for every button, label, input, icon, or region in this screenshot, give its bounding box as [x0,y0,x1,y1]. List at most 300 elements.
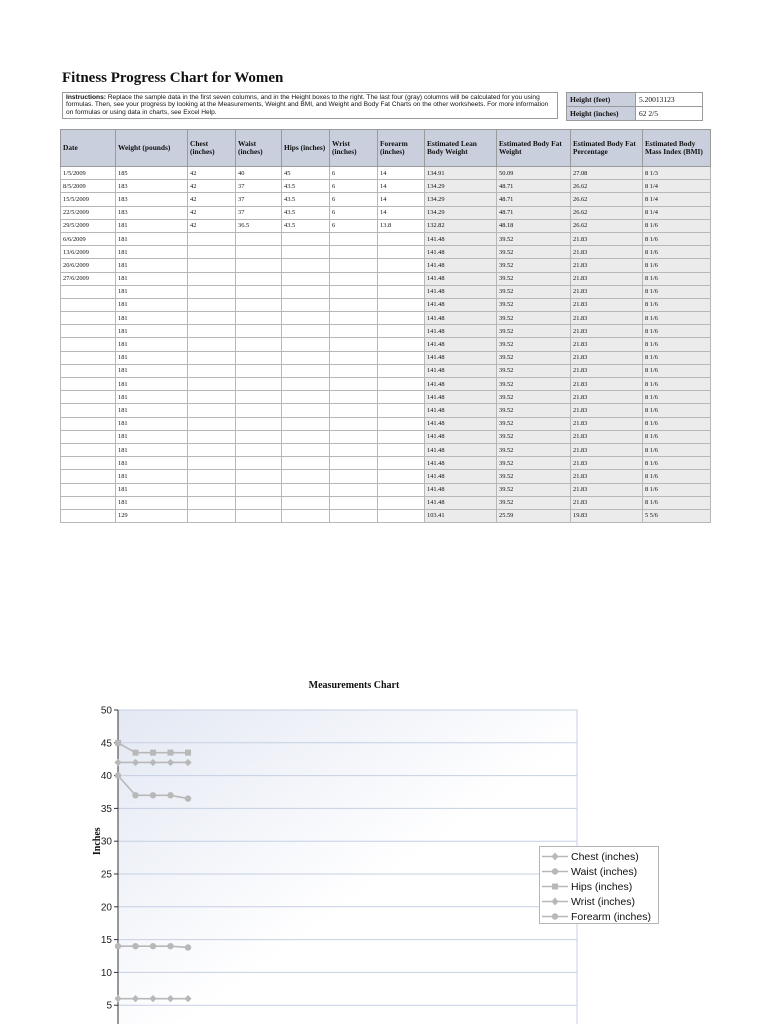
table-cell[interactable] [378,430,425,443]
column-header: Chest (inches) [188,130,236,167]
table-cell[interactable] [282,246,330,259]
table-cell[interactable]: 14 [378,167,425,180]
y-tick-label: 20 [100,902,112,914]
table-cell[interactable] [188,298,236,311]
table-cell[interactable] [188,246,236,259]
table-cell: 141.48 [425,246,497,259]
table-cell[interactable] [236,285,282,298]
table-cell[interactable]: 14 [378,180,425,193]
table-cell[interactable]: 15/5/2009 [61,193,116,206]
table-cell[interactable]: 181 [116,364,188,377]
table-cell: 103.41 [425,509,497,522]
table-cell: 21.83 [571,325,643,338]
table-cell[interactable] [378,457,425,470]
table-cell: 8 1/6 [643,298,711,311]
table-cell[interactable]: 29/5/2009 [61,219,116,232]
table-cell: 21.83 [571,259,643,272]
table-cell[interactable] [188,285,236,298]
table-cell: 134.29 [425,193,497,206]
table-cell: 21.83 [571,457,643,470]
table-cell[interactable]: 40 [236,167,282,180]
table-cell[interactable]: 6 [330,193,378,206]
table-cell[interactable] [378,496,425,509]
table-cell[interactable] [236,246,282,259]
table-cell[interactable]: 181 [116,259,188,272]
table-cell[interactable] [378,351,425,364]
table-cell[interactable] [61,417,116,430]
table-cell[interactable] [236,509,282,522]
table-cell: 134.29 [425,180,497,193]
table-cell: 39.52 [497,259,571,272]
table-row [61,470,711,483]
table-row [61,417,711,430]
table-cell[interactable] [61,483,116,496]
table-cell[interactable] [282,364,330,377]
table-cell[interactable] [61,509,116,522]
table-cell: 39.52 [497,457,571,470]
table-cell: 141.48 [425,298,497,311]
table-cell[interactable] [188,259,236,272]
table-cell[interactable]: 43.5 [282,193,330,206]
table-cell[interactable] [330,364,378,377]
table-cell: 8 1/6 [643,285,711,298]
table-cell[interactable]: 27/6/2009 [61,272,116,285]
table-cell[interactable] [378,483,425,496]
table-cell: 21.83 [571,443,643,456]
table-cell[interactable] [188,496,236,509]
table-cell: 8 1/6 [643,457,711,470]
table-cell: 8 1/6 [643,378,711,391]
table-cell[interactable]: 1/5/2009 [61,167,116,180]
table-cell[interactable] [236,417,282,430]
table-cell[interactable]: 36.5 [236,219,282,232]
table-cell: 141.48 [425,312,497,325]
table-cell[interactable] [188,417,236,430]
table-cell[interactable] [282,417,330,430]
table-cell[interactable] [61,430,116,443]
table-cell: 39.52 [497,391,571,404]
table-cell[interactable] [282,312,330,325]
table-cell[interactable] [378,259,425,272]
table-cell: 21.83 [571,312,643,325]
table-cell: 141.48 [425,404,497,417]
table-cell[interactable] [330,285,378,298]
table-cell[interactable] [282,298,330,311]
table-cell[interactable] [282,351,330,364]
table-cell[interactable] [330,338,378,351]
table-cell: 39.52 [497,272,571,285]
table-cell[interactable] [61,443,116,456]
table-cell[interactable]: 181 [116,312,188,325]
table-cell: 39.52 [497,351,571,364]
table-cell: 141.48 [425,417,497,430]
table-cell: 8 1/6 [643,312,711,325]
table-cell[interactable]: 8/5/2009 [61,180,116,193]
table-cell[interactable] [378,338,425,351]
table-row [61,378,711,391]
table-cell: 141.48 [425,325,497,338]
table-cell[interactable] [188,391,236,404]
table-cell[interactable] [282,443,330,456]
table-cell[interactable] [330,246,378,259]
table-cell: 25.59 [497,509,571,522]
table-cell: 39.52 [497,430,571,443]
table-cell[interactable]: 181 [116,325,188,338]
table-cell[interactable] [236,325,282,338]
column-header: Estimated Body Mass Index (BMI) [643,130,711,167]
table-cell: 8 1/6 [643,338,711,351]
table-cell[interactable]: 43.5 [282,206,330,219]
table-cell[interactable] [188,325,236,338]
table-cell[interactable] [378,391,425,404]
column-header: Waist (inches) [236,130,282,167]
table-cell[interactable] [61,496,116,509]
table-cell[interactable] [61,470,116,483]
table-cell[interactable] [330,272,378,285]
table-cell[interactable] [378,272,425,285]
table-cell[interactable]: 181 [116,470,188,483]
legend-label: Waist (inches) [571,865,638,878]
table-cell[interactable]: 42 [188,193,236,206]
table-cell[interactable]: 185 [116,167,188,180]
table-cell[interactable] [330,298,378,311]
table-cell: 8 1/6 [643,483,711,496]
table-cell: 21.83 [571,417,643,430]
table-cell[interactable] [378,325,425,338]
table-cell[interactable]: 183 [116,206,188,219]
table-cell[interactable] [236,351,282,364]
table-cell[interactable] [282,457,330,470]
table-cell[interactable]: 181 [116,298,188,311]
table-cell[interactable] [188,272,236,285]
table-cell[interactable] [282,232,330,245]
table-cell: 48.18 [497,219,571,232]
table-cell[interactable]: 6 [330,180,378,193]
table-cell[interactable] [330,483,378,496]
table-cell[interactable] [236,496,282,509]
table-cell[interactable] [61,391,116,404]
table-cell[interactable]: 6 [330,219,378,232]
table-cell[interactable]: 20/6/2009 [61,259,116,272]
table-cell[interactable] [378,312,425,325]
data-point [115,740,121,746]
table-cell[interactable] [378,285,425,298]
legend-label: Forearm (inches) [571,910,651,923]
table-cell[interactable] [330,312,378,325]
legend-item [540,894,658,909]
table-cell[interactable] [61,378,116,391]
table-cell[interactable]: 6 [330,206,378,219]
table-cell[interactable]: 181 [116,246,188,259]
y-axis-label: Inches [92,827,103,856]
table-cell[interactable]: 129 [116,509,188,522]
data-point [115,943,121,949]
table-cell[interactable] [330,378,378,391]
table-row [61,272,711,285]
table-cell: 39.52 [497,364,571,377]
table-cell: 21.83 [571,285,643,298]
table-cell[interactable] [188,378,236,391]
table-cell[interactable] [188,470,236,483]
table-cell: 141.48 [425,232,497,245]
table-cell[interactable] [330,232,378,245]
table-cell[interactable] [282,430,330,443]
table-cell[interactable] [330,259,378,272]
table-cell[interactable]: 6 [330,167,378,180]
measurements-table [60,129,711,523]
table-cell[interactable]: 14 [378,206,425,219]
table-cell[interactable] [236,232,282,245]
table-cell: 141.48 [425,443,497,456]
table-cell[interactable] [61,404,116,417]
table-cell[interactable]: 22/5/2009 [61,206,116,219]
table-cell[interactable] [236,312,282,325]
table-cell[interactable] [378,509,425,522]
table-cell[interactable]: 181 [116,430,188,443]
table-cell[interactable] [61,325,116,338]
table-cell[interactable] [188,430,236,443]
table-cell[interactable] [378,232,425,245]
height-inches-value[interactable]: 62 2/5 [636,107,703,121]
table-cell[interactable]: 42 [188,180,236,193]
data-point [133,750,139,756]
table-cell: 8 1/6 [643,232,711,245]
table-cell[interactable]: 183 [116,180,188,193]
table-cell[interactable]: 181 [116,404,188,417]
table-cell: 39.52 [497,232,571,245]
table-cell: 26.62 [571,219,643,232]
table-cell[interactable]: 181 [116,338,188,351]
table-cell[interactable] [282,338,330,351]
column-header: Forearm (inches) [378,130,425,167]
table-cell[interactable] [378,364,425,377]
table-cell: 21.83 [571,232,643,245]
table-cell[interactable] [330,430,378,443]
y-tick-label: 15 [100,935,112,947]
table-cell[interactable]: 37 [236,193,282,206]
data-point [132,943,138,949]
table-cell[interactable] [188,443,236,456]
table-cell[interactable]: 6/6/2009 [61,232,116,245]
height-inches-label: Height (inches) [567,107,636,121]
table-row [61,285,711,298]
table-cell: 21.83 [571,378,643,391]
y-tick-label: 30 [100,836,112,848]
table-cell: 8 1/6 [643,351,711,364]
table-cell[interactable] [61,457,116,470]
table-cell[interactable]: 42 [188,167,236,180]
table-cell[interactable] [61,285,116,298]
table-cell[interactable] [330,509,378,522]
table-cell[interactable] [378,443,425,456]
table-cell: 48.71 [497,180,571,193]
table-cell: 39.52 [497,378,571,391]
table-cell[interactable] [188,509,236,522]
table-cell[interactable]: 181 [116,232,188,245]
table-cell[interactable] [282,470,330,483]
table-cell[interactable]: 181 [116,351,188,364]
height-feet-value[interactable]: 5.20013123 [636,93,703,107]
table-cell: 39.52 [497,338,571,351]
table-cell[interactable] [236,298,282,311]
table-cell[interactable] [282,259,330,272]
table-cell[interactable] [330,351,378,364]
table-cell[interactable] [378,404,425,417]
table-cell[interactable] [282,404,330,417]
table-cell: 134.91 [425,167,497,180]
table-cell: 48.71 [497,193,571,206]
table-cell: 26.62 [571,206,643,219]
table-cell: 141.48 [425,483,497,496]
table-cell[interactable] [236,378,282,391]
table-cell[interactable] [236,470,282,483]
table-cell[interactable] [236,259,282,272]
data-point [150,750,156,756]
table-cell[interactable] [378,246,425,259]
table-cell: 21.83 [571,483,643,496]
table-cell[interactable]: 43.5 [282,180,330,193]
data-point [150,792,156,798]
table-cell: 141.48 [425,259,497,272]
table-cell[interactable]: 43.5 [282,219,330,232]
table-cell[interactable] [330,457,378,470]
table-cell: 27.08 [571,167,643,180]
table-cell[interactable]: 14 [378,193,425,206]
table-cell[interactable] [236,364,282,377]
table-cell[interactable] [236,483,282,496]
table-cell: 39.52 [497,417,571,430]
table-cell[interactable] [61,312,116,325]
table-cell[interactable] [282,483,330,496]
table-cell[interactable]: 37 [236,206,282,219]
legend-item [540,864,658,879]
table-cell[interactable] [188,232,236,245]
table-cell[interactable] [188,364,236,377]
column-header: Estimated Body Fat Weight [497,130,571,167]
table-cell: 8 1/6 [643,404,711,417]
table-cell[interactable] [330,404,378,417]
table-cell[interactable] [330,443,378,456]
table-cell[interactable] [330,470,378,483]
table-cell[interactable] [282,272,330,285]
table-cell[interactable]: 181 [116,391,188,404]
table-cell[interactable]: 45 [282,167,330,180]
data-point [185,795,191,801]
table-row [61,351,711,364]
table-cell: 8 1/6 [643,325,711,338]
y-tick-label: 50 [100,705,112,717]
table-cell[interactable]: 183 [116,193,188,206]
table-cell[interactable]: 42 [188,219,236,232]
column-header: Wrist (inches) [330,130,378,167]
instructions-label: Instructions: [66,94,106,101]
table-cell[interactable] [282,391,330,404]
table-cell[interactable] [330,391,378,404]
table-row [61,483,711,496]
table-cell: 39.52 [497,246,571,259]
legend-label: Hips (inches) [571,880,633,893]
table-cell[interactable] [282,325,330,338]
table-cell[interactable] [282,509,330,522]
table-cell[interactable]: 13/6/2009 [61,246,116,259]
table-cell[interactable]: 181 [116,285,188,298]
table-cell[interactable]: 181 [116,417,188,430]
table-cell[interactable] [378,298,425,311]
legend-item [540,879,658,894]
table-cell: 21.83 [571,298,643,311]
column-header: Weight (pounds) [116,130,188,167]
table-cell[interactable] [282,285,330,298]
table-cell[interactable] [330,496,378,509]
table-cell: 21.83 [571,272,643,285]
legend-item [540,849,658,864]
table-cell[interactable] [188,338,236,351]
table-cell[interactable] [61,298,116,311]
table-row [61,246,711,259]
table-cell[interactable] [61,364,116,377]
table-row [61,259,711,272]
table-cell[interactable]: 181 [116,378,188,391]
table-cell[interactable] [188,351,236,364]
y-tick-label: 40 [100,771,112,783]
table-cell: 141.48 [425,364,497,377]
table-cell[interactable]: 181 [116,457,188,470]
table-cell[interactable]: 181 [116,483,188,496]
table-row [61,312,711,325]
data-point [167,943,173,949]
table-cell: 8 1/4 [643,193,711,206]
table-cell[interactable] [236,338,282,351]
table-cell[interactable] [330,325,378,338]
table-cell[interactable] [330,417,378,430]
table-row [61,496,711,509]
table-cell[interactable] [188,483,236,496]
table-cell[interactable] [188,404,236,417]
table-cell[interactable] [236,430,282,443]
table-cell[interactable]: 37 [236,180,282,193]
table-cell[interactable] [61,351,116,364]
table-cell[interactable] [236,391,282,404]
table-cell[interactable]: 181 [116,272,188,285]
table-cell[interactable]: 181 [116,496,188,509]
table-cell[interactable]: 13.8 [378,219,425,232]
table-cell[interactable] [282,378,330,391]
table-cell: 8 1/6 [643,496,711,509]
table-cell[interactable] [378,417,425,430]
height-feet-label: Height (feet) [567,93,636,107]
table-cell[interactable] [236,443,282,456]
table-cell: 39.52 [497,325,571,338]
table-row [61,298,711,311]
table-cell[interactable]: 181 [116,443,188,456]
table-cell: 141.48 [425,470,497,483]
y-tick-label: 45 [100,738,112,750]
table-cell: 132.82 [425,219,497,232]
table-cell[interactable] [378,470,425,483]
table-cell[interactable] [236,272,282,285]
table-cell[interactable] [236,404,282,417]
table-cell[interactable] [282,496,330,509]
table-cell[interactable] [236,457,282,470]
table-cell[interactable]: 42 [188,206,236,219]
table-header-row [61,130,711,167]
table-cell: 8 1/6 [643,417,711,430]
table-cell[interactable] [188,312,236,325]
table-cell[interactable]: 181 [116,219,188,232]
table-cell[interactable] [378,378,425,391]
table-cell[interactable] [188,457,236,470]
table-cell[interactable] [61,338,116,351]
